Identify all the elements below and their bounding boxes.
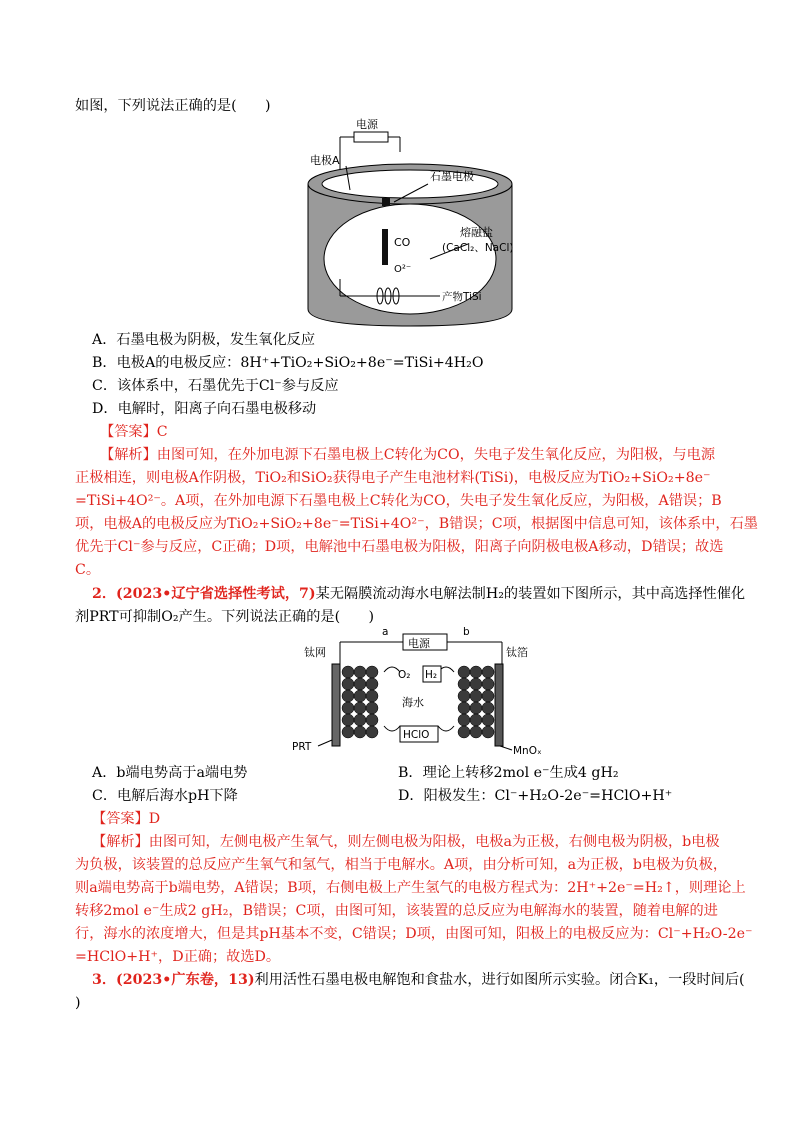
q1-option-a: A．石墨电极为阴极，发生氧化反应	[92, 332, 316, 348]
q1-analysis-line-2: 正极相连，则电极A作阴极，TiO₂和SiO₂获得电子产生电池材料(TiSi)，电极反应为TiO₂+SiO₂+8e⁻	[75, 470, 711, 486]
q1-analysis-line-3: =TiSi+4O²⁻。A项，在外加电源下石墨电极上C转化为CO，失电子发生氧化反应，为阳极，A错误；B	[75, 493, 722, 509]
q1-option-b: B．电极A的电极反应：8H⁺+TiO₂+SiO₂+8e⁻=TiSi+4H₂O	[92, 355, 484, 371]
electrode-a-label: 电极A	[310, 154, 340, 167]
q2-answer: 【答案】D	[92, 811, 161, 827]
q2-source: 2．(2023•辽宁省选择性考试，7)	[92, 586, 316, 602]
power-label: 电源	[356, 118, 378, 131]
q2-stem-line-1	[92, 584, 745, 604]
molten-salt-label: 熔融盐	[460, 226, 493, 239]
q2-analysis-line-3: 则a端电势高于b端电势，A错误；B项，右侧电极上产生氢气的电极方程式为：2H⁺+2e⁻=H₂↑，则理论上	[75, 880, 746, 896]
q3-stem-line-2: )	[75, 995, 81, 1011]
right-electrode-spheres	[458, 666, 494, 738]
q1-electrolysis-figure	[290, 114, 550, 329]
graphite-electrode-label: 石墨电极	[430, 170, 474, 183]
titanium-foil-label: 钛箔	[506, 646, 528, 659]
q1-analysis-line-1: 【解析】由图可知，在外加电源下石墨电极上C转化为CO，失电子发生氧化反应，为阳极，与电源	[100, 447, 716, 463]
hclo-label: HClO	[403, 729, 430, 741]
q1-answer: 【答案】C	[100, 424, 168, 440]
q2-analysis-line-2: 为负极，该装置的总反应产生氧气和氢气，相当于电解水。A项，由分析可知，a为正极，b电极为负极，	[75, 857, 728, 873]
q2-analysis-line-6: =HClO+H⁺，D正确；故选D。	[75, 949, 281, 965]
q1-analysis-line-5: 优先于Cl⁻参与反应，C正确；D项，电解池中石墨电极为阳极，阳离子向阴极电极A移动，D错误；故选	[75, 539, 724, 555]
q2-option-b: B．理论上转移2mol e⁻生成4 gH₂	[398, 765, 619, 781]
q2-seawater-electrolysis-figure	[288, 622, 550, 758]
q2-option-c: C．电解后海水pH下降	[92, 788, 238, 804]
mnox-label: MnOₓ	[513, 745, 542, 757]
q3-source: 3．(2023•广东卷，13)	[92, 972, 255, 988]
q1-option-c: C．该体系中，石墨优先于Cl⁻参与反应	[92, 378, 339, 394]
q1-analysis-line-6: C。	[75, 562, 101, 578]
prt-layer	[332, 664, 340, 746]
power-label: 电源	[408, 637, 430, 650]
seawater-label: 海水	[402, 696, 424, 709]
product-label: 产物TiSi	[442, 291, 482, 303]
prt-label: PRT	[292, 741, 312, 753]
co-label: CO	[394, 236, 411, 249]
o2-minus-label: O²⁻	[394, 264, 412, 275]
molten-salt-formula: (CaCl₂、NaCl)	[442, 242, 514, 254]
graphite-electrode-top	[382, 198, 390, 206]
q2-option-d: D．阳极发生：Cl⁻+H₂O-2e⁻=HClO+H⁺	[398, 788, 673, 804]
titanium-foil	[495, 664, 503, 746]
titanium-mesh-label: 钛网	[304, 646, 326, 659]
q2-analysis-line-5: 行，海水的浓度增大，但是其pH基本不变，C错误；D项，由图可知，阳极上的电极反应为：Cl⁻+H₂O-2e⁻	[75, 926, 753, 942]
power-supply-box	[354, 132, 388, 142]
q3-stem-line-1	[92, 970, 745, 990]
o2-label: O₂	[398, 669, 411, 681]
q2-option-a: A．b端电势高于a端电势	[92, 765, 248, 781]
q2-analysis-line-4: 转移2mol e⁻生成2 gH₂，B错误；C项，由图可知，该装置的总反应为电解海水的装置，随着电解的进	[75, 903, 718, 919]
q1-stem: 如图，下列说法正确的是( )	[75, 98, 271, 114]
left-electrode-spheres	[342, 666, 378, 738]
q1-analysis-line-4: 项，电极A的电极反应为TiO₂+SiO₂+8e⁻=TiSi+4O²⁻，B错误；C项，根据图中信息可知，该体系中，石墨	[75, 516, 758, 532]
h2-label: H₂	[425, 669, 438, 681]
terminal-b-label: b	[463, 626, 470, 638]
q2-stem-text: 某无隔膜流动海水电解法制H₂的装置如下图所示，其中高选择性催化	[315, 586, 746, 602]
terminal-a-label: a	[382, 626, 389, 638]
graphite-electrode-rod	[382, 229, 388, 265]
q1-option-d: D．电解时，阳离子向石墨电极移动	[92, 401, 317, 417]
q3-stem-text: 利用活性石墨电极电解饱和食盐水，进行如图所示实验。闭合K₁，一段时间后(	[254, 972, 745, 988]
q2-analysis-line-1: 【解析】由图可知，左侧电极产生氧气，则左侧电极为阳极，电极a为正极，右侧电极为阴极，b电极	[92, 834, 720, 850]
q2-stem-line-2: 剂PRT可抑制O₂产生。下列说法正确的是( )	[75, 609, 375, 625]
